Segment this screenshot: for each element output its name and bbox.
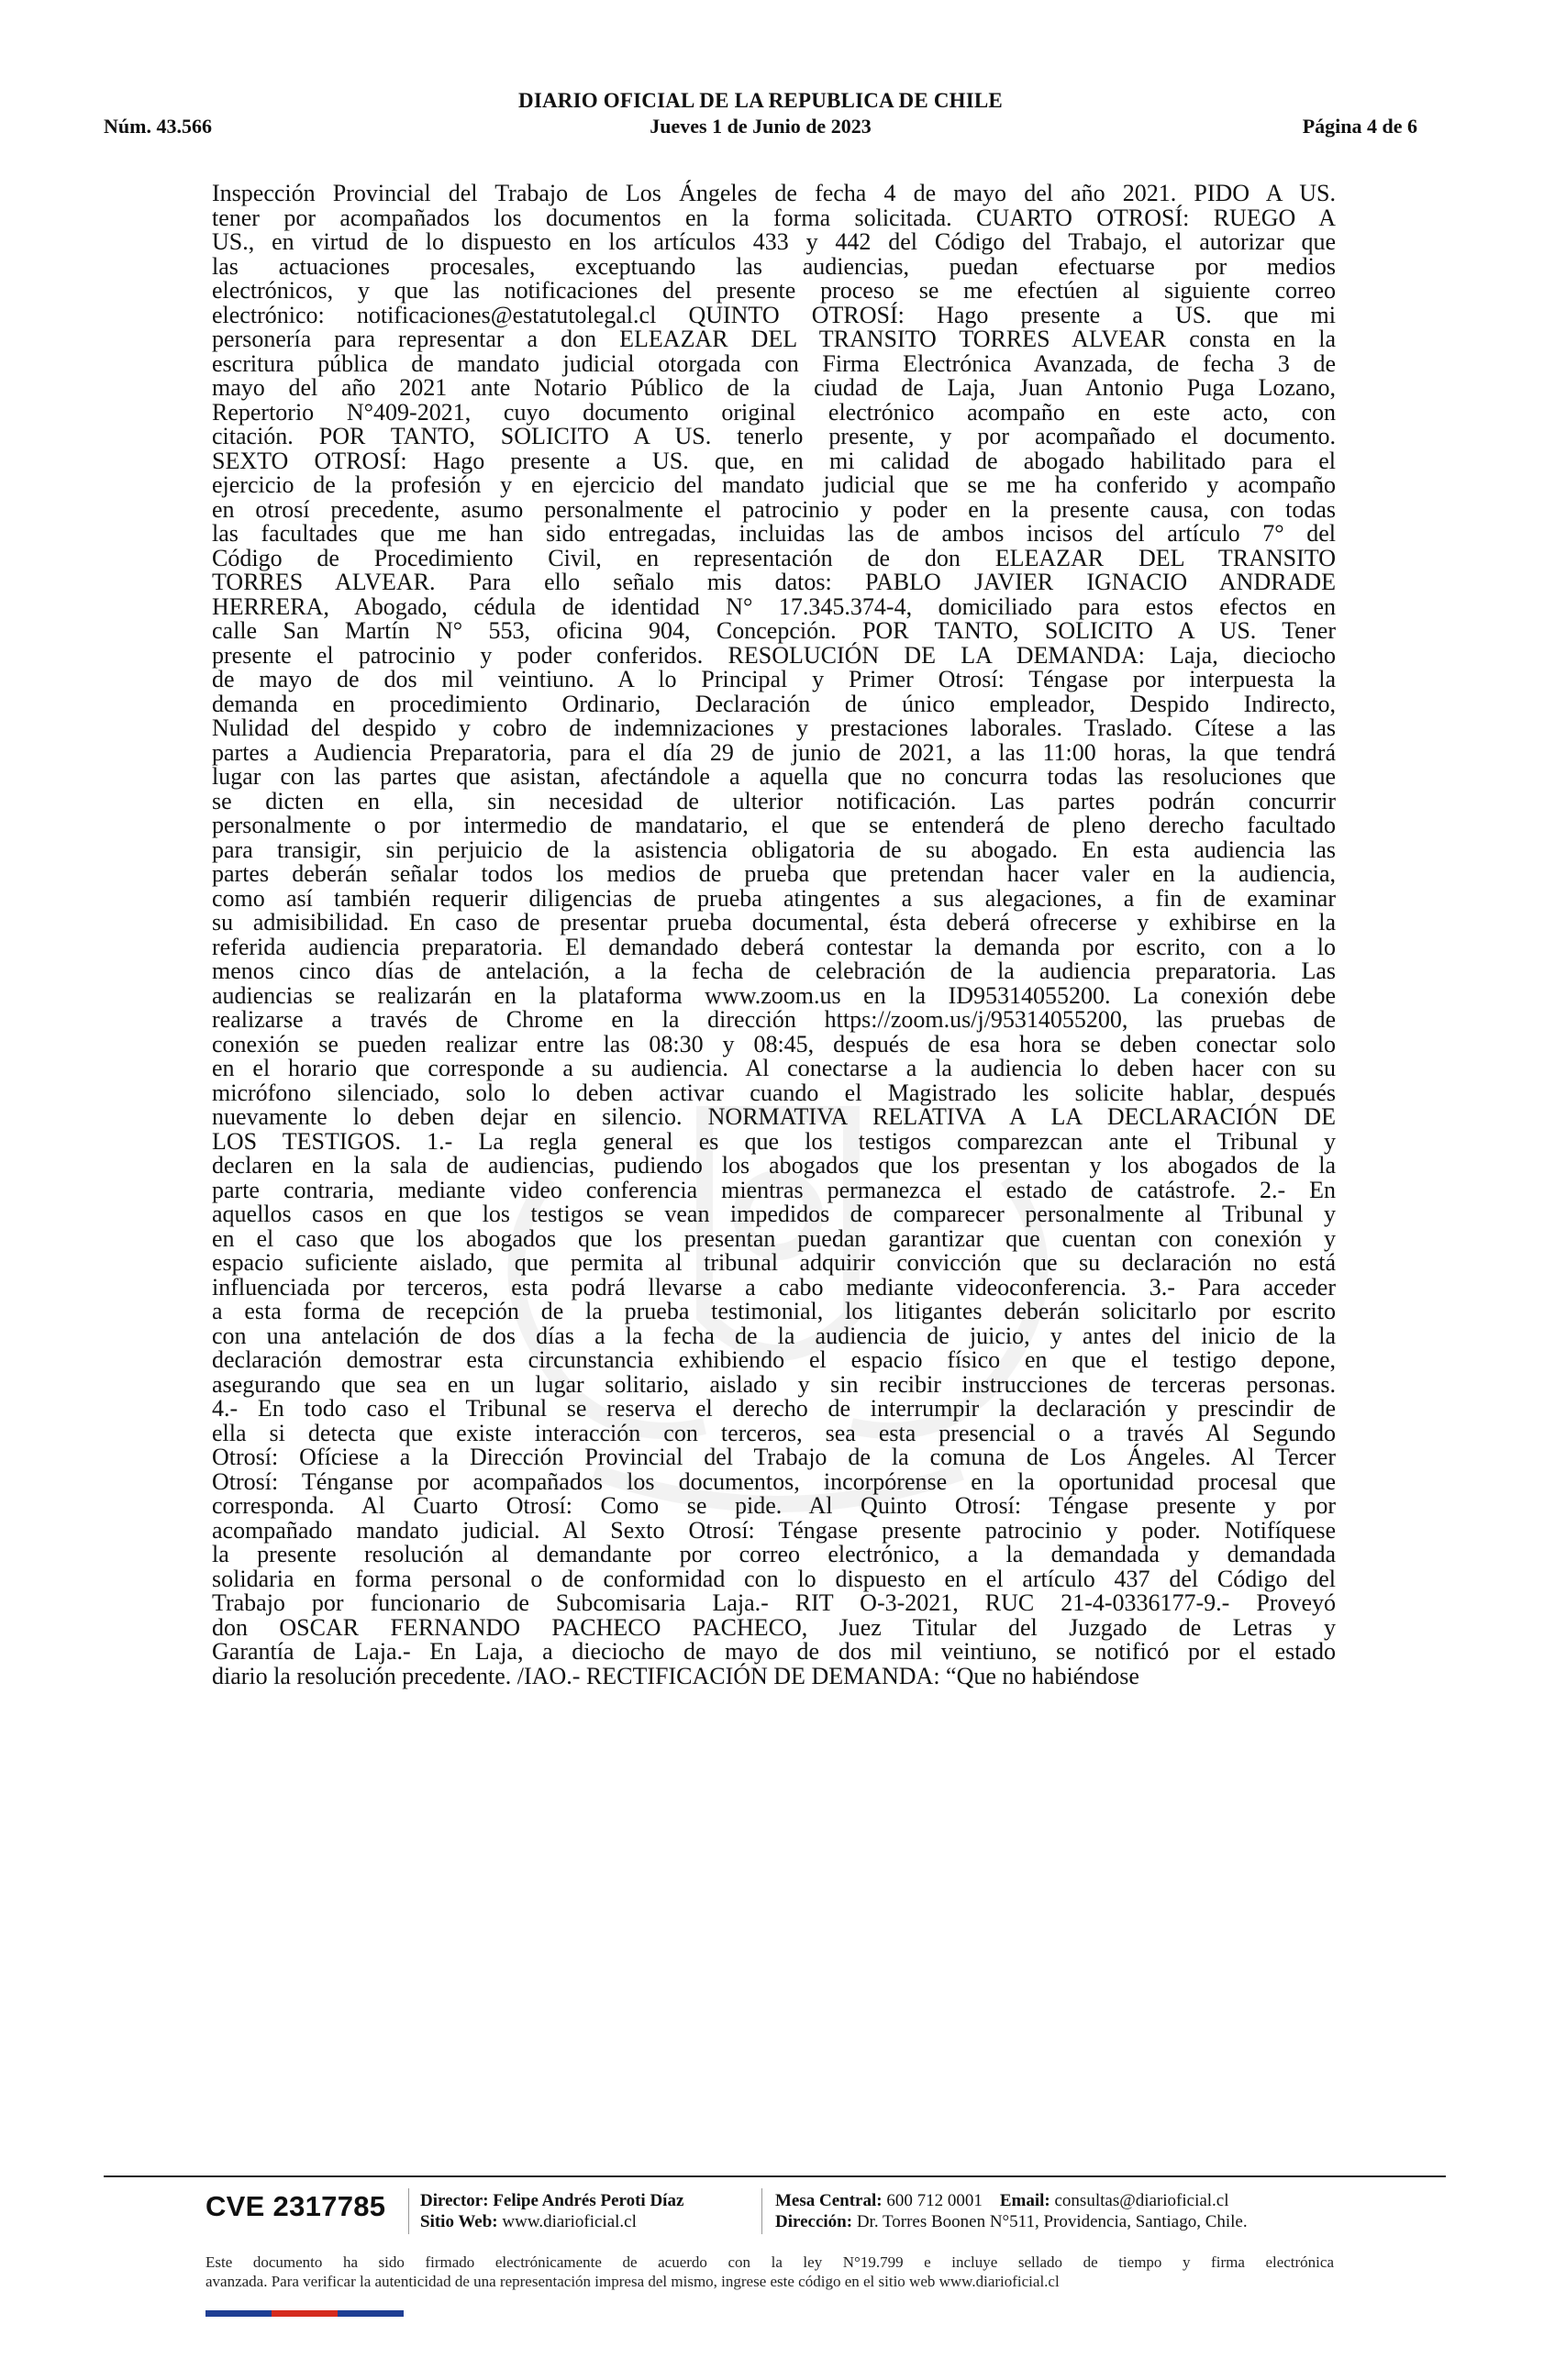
body-line: parte contraria, mediante video conferencia mientras permanezca el estado de catástrofe. 2.- En [212,1176,1336,1203]
body-line: ejercicio de la profesión y en ejercicio del mandato judicial que se me ha conferido y acompaño [212,471,1336,498]
footer-separator [761,2188,762,2234]
address-label: Dirección: [775,2212,853,2231]
body-line: personería para representar a don ELEAZAR DEL TRANSITO TORRES ALVEAR consta en la [212,326,1336,352]
issue-number: Núm. 43.566 [104,115,212,138]
body-line: calle San Martín N° 553, oficina 904, Concepción. POR TANTO, SOLICITO A US. Tener [212,617,1336,644]
body-line: diario la resolución precedente. /IAO.- RECTIFICACIÓN DE DEMANDA: “Que no habiéndose [212,1662,1139,1689]
document-body [212,182,1336,1688]
body-line: Garantía de Laja.- En Laja, a dieciocho de mayo de dos mil veintiuno, se notificó por el estado [212,1638,1336,1665]
body-line: aquellos casos en que los testigos se vean impedidos de comparecer personalmente al Tribunal y [212,1201,1336,1227]
body-line: tener por acompañados los documentos en la forma solicitada. CUARTO OTROSÍ: RUEGO A [212,204,1336,231]
phone-label: Mesa Central: [775,2191,883,2210]
director-name: Felipe Andrés Peroti Díaz [493,2191,684,2210]
body-line: ella si detecta que existe interacción con terceros, sea esta presencial o a través Al Segundo [212,1419,1336,1446]
address-value: Dr. Torres Boonen N°511, Providencia, Santiago, Chile. [856,2212,1248,2231]
body-line: espacio suficiente aislado, que permita al tribunal adquirir convicción que su declaración no está [212,1249,1336,1276]
body-line: su admisibilidad. En caso de presentar prueba documental, ésta deberá ofrecerse y exhibirse en la [212,909,1336,935]
body-line: personalmente o por intermedio de mandatario, el que se entenderá de pleno derecho facultado [212,812,1336,838]
body-line: LOS TESTIGOS. 1.- La regla general es que los testigos comparezcan ante el Tribunal y [212,1127,1336,1155]
body-line: Nulidad del despido y cobro de indemnizaciones y prestaciones laborales. Traslado. Cítese a las [212,714,1336,741]
body-line: solidaria en forma personal o de conformidad con lo dispuesto en el artículo 437 del Código del [212,1565,1336,1592]
director-label: Director: [420,2191,489,2210]
body-line: US., en virtud de lo dispuesto en los artículos 433 y 442 del Código del Trabajo, el autorizar que [212,228,1336,255]
body-line: HERRERA, Abogado, cédula de identidad N° 17.345.374-4, domiciliado para estos efectos en [212,592,1336,620]
body-line: menos cinco días de antelación, a la fecha de celebración de la audiencia preparatoria. Las [212,958,1336,984]
body-line: de mayo de dos mil veintiuno. A lo Principal y Primer Otrosí: Téngase por interpuesta la [212,666,1336,692]
issue-date: Jueves 1 de Junio de 2023 [650,115,872,138]
body-line: realizarse a través de Chrome en la dirección https://zoom.us/j/95314055200, las pruebas de [212,1006,1336,1033]
body-line: conexión se pueden realizar entre las 08:30 y 08:45, después de esa hora se deben conectar solo [212,1030,1336,1057]
flag-red-segment [272,2310,338,2317]
body-line: SEXTO OTROSÍ: Hago presente a US. que, en mi calidad de abogado habilitado para el [212,447,1336,474]
body-line: se dicten en ella, sin necesidad de ulterior notificación. Las partes podrán concurrir [212,787,1336,814]
body-line: las facultades que me han sido entregadas, incluidas las de ambos incisos del artículo 7° del [212,520,1336,547]
body-line: partes deberán señalar todos los medios de prueba que pretendan hacer valer en la audiencia, [212,860,1336,887]
body-line: Inspección Provincial del Trabajo de Los Ángeles de fecha 4 de mayo del año 2021. PIDO A US. [212,180,1336,206]
footer-director-block [420,2190,683,2232]
flag-stripe [205,2310,404,2317]
body-line: audiencias se realizarán en la plataforma www.zoom.us en la ID95314055200. La conexión debe [212,981,1336,1009]
body-line: declaración demostrar esta circunstancia exhibiendo el espacio físico en que el testigo depone, [212,1346,1336,1373]
legal-notice [205,2253,1334,2291]
body-line: escritura pública de mandato judicial otorgada con Firma Electrónica Avanzada, de fecha 3 de [212,349,1336,377]
gazette-title: DIARIO OFICIAL DE LA REPUBLICA DE CHILE [518,89,1003,112]
body-line: como así también requerir diligencias de prueba atingentes a sus alegaciones, a fin de examinar [212,884,1336,912]
body-line: don OSCAR FERNANDO PACHECO PACHECO, Juez Titular del Juzgado de Letras y [212,1613,1336,1641]
site-label: Sitio Web: [420,2212,498,2231]
body-line: demanda en procedimiento Ordinario, Declaración de único empleador, Despido Indirecto, [212,690,1336,717]
footer-contact-block [775,2190,1248,2232]
body-line: Repertorio N°409-2021, cuyo documento original electrónico acompaño en este acto, con [212,398,1336,426]
body-line: nuevamente lo deben dejar en silencio. NORMATIVA RELATIVA A LA DECLARACIÓN DE [212,1103,1336,1130]
body-line: citación. POR TANTO, SOLICITO A US. tenerlo presente, y por acompañado el documento. [212,423,1336,449]
body-line: partes a Audiencia Preparatoria, para el día 29 de junio de 2021, a las 11:00 horas, la que tendrá [212,738,1336,766]
email-label: Email: [999,2191,1050,2210]
body-line: para transigir, sin perjuicio de la asistencia obligatoria de su abogado. En esta audiencia las [212,836,1336,863]
cve-code: CVE 2317785 [205,2190,386,2222]
body-line: electrónico: notificaciones@estatutolegal.cl QUINTO OTROSÍ: Hago presente a US. que mi [212,301,1336,328]
flag-blue-segment [338,2310,404,2317]
body-line: Código de Procedimiento Civil, en representación de don ELEAZAR DEL TRANSITO [212,544,1336,571]
body-line: presente el patrocinio y poder conferidos. RESOLUCIÓN DE LA DEMANDA: Laja, dieciocho [212,641,1336,669]
site-link[interactable]: www.diarioficial.cl [502,2212,637,2231]
email-link[interactable]: consultas@diarioficial.cl [1054,2191,1229,2210]
legal-line: avanzada. Para verificar la autenticidad de una representación impresa del mismo, ingrese este código en el sitio web www.diarioficial.cl [205,2273,1060,2290]
body-line: asegurando que sea en un lugar solitario, aislado y sin recibir instrucciones de terceras personas. [212,1370,1336,1398]
body-line: en el caso que los abogados que los presentan puedan garantizar que cuentan con conexión y [212,1224,1336,1252]
body-line: corresponda. Al Cuarto Otrosí: Como se pide. Al Quinto Otrosí: Téngase presente y por [212,1492,1336,1519]
body-line: acompañado mandato judicial. Al Sexto Otrosí: Téngase presente patrocinio y poder. Notifíquese [212,1516,1336,1544]
body-line: Trabajo por funcionario de Subcomisaria Laja.- RIT O-3-2021, RUC 21-4-0336177-9.- Proveyó [212,1589,1336,1616]
body-line: las actuaciones procesales, exceptuando las audiencias, puedan efectuarse por medios [212,252,1336,280]
body-line: a esta forma de recepción de la prueba testimonial, los litigantes deberán solicitarlo por escrito [212,1298,1336,1324]
body-line: 4.- En todo caso el Tribunal se reserva el derecho de interrumpir la declaración y prescindir de [212,1395,1336,1422]
body-line: en otrosí precedente, asumo personalmente el patrocinio y poder en la presente causa, con todas [212,495,1336,523]
page-header [104,84,1417,149]
body-line: Otrosí: Ténganse por acompañados los documentos, incorpórense en la oportunidad procesal que [212,1467,1336,1495]
body-line: micrófono silenciado, solo lo deben activar cuando el Magistrado les solicite hablar, después [212,1079,1336,1106]
body-line: lugar con las partes que asistan, afectándole a aquella que no concurra todas las resoluciones que [212,763,1336,790]
body-line: influenciada por terceros, esta podrá llevarse a cabo mediante videoconferencia. 3.- Para acceder [212,1273,1336,1301]
body-line: mayo del año 2021 ante Notario Público de la ciudad de Laja, Juan Antonio Puga Lozano, [212,374,1336,401]
body-line: electrónicos, y que las notificaciones del presente proceso se me efectúen al siguiente correo [212,277,1336,304]
body-line: Otrosí: Ofíciese a la Dirección Provincial del Trabajo de la comuna de Los Ángeles. Al Tercer [212,1444,1336,1470]
flag-blue-segment [205,2310,272,2317]
body-line: la presente resolución al demandante por correo electrónico, a la demandada y demandada [212,1541,1336,1567]
phone-value: 600 712 0001 [886,2191,983,2210]
body-line: en el horario que corresponde a su audiencia. Al conectarse a la audiencia lo deben hacer con su [212,1055,1336,1081]
body-line: con una antelación de dos días a la fecha de la audiencia de juicio, y antes del inicio de la [212,1322,1336,1349]
body-line: TORRES ALVEAR. Para ello señalo mis datos: PABLO JAVIER IGNACIO ANDRADE [212,569,1336,595]
legal-line: Este documento ha sido firmado electrónicamente de acuerdo con la ley N°19.799 e incluye sellado de tiempo y firma electrónica [205,2253,1334,2271]
footer-separator [408,2188,409,2234]
page-number: Página 4 de 6 [1302,115,1417,138]
footer-divider [104,2175,1446,2177]
body-line: declaren en la sala de audiencias, pudiendo los abogados que los presentan y los abogados de la [212,1152,1336,1179]
body-line: referida audiencia preparatoria. El demandado deberá contestar la demanda por escrito, con a lo [212,933,1336,960]
